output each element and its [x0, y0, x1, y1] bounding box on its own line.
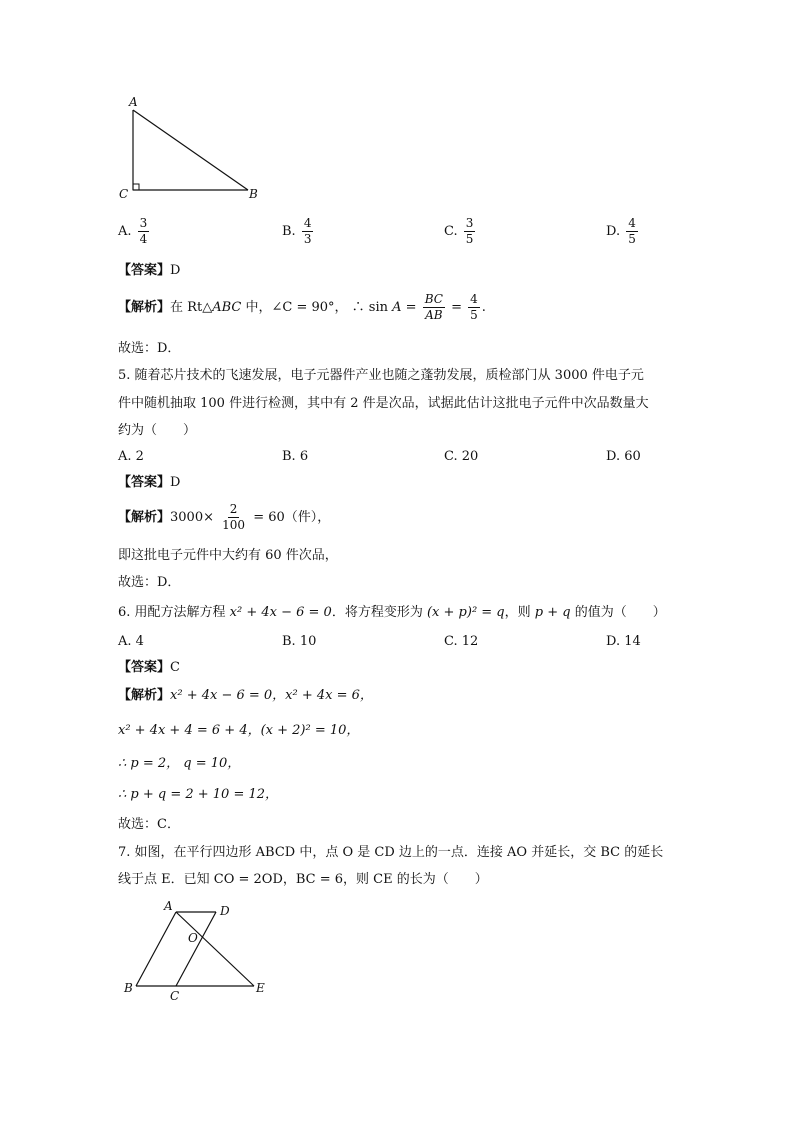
q5-option-d: D. 60	[606, 449, 641, 464]
figure-right-triangle	[118, 94, 268, 204]
fraction-2-100	[220, 502, 247, 533]
denominator: 5	[465, 232, 474, 246]
triangle-symbol: △	[202, 300, 213, 315]
analysis-tag: 【解析】	[118, 688, 171, 703]
q6-conclusion: 故选：C．	[118, 817, 180, 832]
denominator: 4	[139, 232, 148, 246]
angle-a: A	[392, 300, 402, 315]
option-label: D.	[606, 224, 621, 239]
label-c: C	[170, 989, 180, 1003]
label-a: A	[129, 95, 138, 109]
step-text: x² + 4x − 6 = 0，x² + 4x = 6，	[170, 688, 373, 703]
q4-option-a	[118, 214, 151, 250]
side-ab	[136, 912, 176, 986]
denominator: 5	[628, 232, 636, 246]
numerator: BC	[424, 292, 443, 306]
fraction-bc-ab	[423, 292, 445, 323]
q5-analysis	[118, 500, 330, 536]
q4-option-d	[606, 214, 640, 250]
option-label: A.	[118, 224, 132, 239]
q5-stem-line1: 5. 随着芯片技术的飞速发展，电子元器件产业也随之蓬勃发展，质检部门从 3000 件电子元	[118, 368, 644, 383]
option-label: B.	[282, 224, 296, 239]
q6-option-b: B. 10	[282, 634, 317, 649]
fraction-4-5	[468, 292, 480, 323]
answer-tag: 【答案】	[118, 263, 171, 278]
fraction	[302, 216, 314, 247]
q6-stem	[118, 604, 666, 622]
q6-step2: x² + 4x + 4 = 6 + 4，(x + 2)² = 10，	[118, 723, 360, 738]
numerator: 4	[470, 292, 478, 306]
q5-option-a: A. 2	[118, 449, 144, 464]
q5-conclusion: 故选：D．	[118, 575, 181, 590]
calc-text: = 60（件），	[253, 510, 331, 525]
stem-text: 6. 用配方法解方程	[118, 605, 230, 620]
answer-value: C	[170, 660, 180, 675]
analysis-tag: 【解析】	[118, 510, 171, 525]
calc-text: 3000×	[170, 510, 214, 525]
fraction	[138, 216, 150, 247]
q6-option-a: A. 4	[118, 634, 144, 649]
label-c: C	[119, 187, 129, 201]
q7-stem-line1: 7. 如图，在平行四边形 ABCD 中，点 O 是 CD 边上的一点．连接 AO 并延长，交 BC 的延长	[118, 845, 664, 860]
option-label: C.	[444, 224, 458, 239]
label-e: E	[256, 981, 265, 995]
answer-tag: 【答案】	[118, 475, 171, 490]
numerator: 3	[139, 216, 148, 230]
answer-value: D	[170, 475, 181, 490]
denominator: AB	[425, 308, 443, 322]
fraction	[626, 216, 638, 247]
q6-option-d: D. 14	[606, 634, 641, 649]
label-a: A	[164, 899, 173, 913]
stem-text: ．将方程变形为	[331, 605, 427, 620]
q7-stem-line2: 线于点 E．已知 CO = 2OD，BC = 6，则 CE 的长为（ ）	[118, 872, 488, 887]
q6-option-c: C. 12	[444, 634, 479, 649]
fraction	[464, 216, 476, 247]
equation: (x + p)² = q	[426, 605, 505, 620]
q4-analysis	[118, 290, 486, 326]
triangle-name: ABC	[212, 300, 242, 315]
rt-symbol: Rt	[187, 300, 203, 315]
stem-text: ，则	[504, 605, 535, 620]
q4-option-b	[282, 214, 315, 250]
numerator: 3	[465, 216, 474, 230]
analysis-text: 中，	[245, 300, 272, 315]
label-d: D	[220, 904, 230, 918]
angle-condition: ∠C = 90°，	[271, 300, 348, 315]
q5-option-c: C. 20	[444, 449, 479, 464]
q6-step1	[118, 687, 373, 705]
therefore-sin: ∴ sin	[351, 300, 393, 315]
label-o: O	[188, 931, 198, 945]
numerator: 4	[303, 216, 312, 230]
q4-conclusion: 故选：D．	[118, 341, 181, 356]
denominator: 3	[303, 232, 312, 246]
q6-step4: ∴ p + q = 2 + 10 = 12，	[118, 787, 279, 802]
q6-step3: ∴ p = 2， q = 10，	[118, 756, 241, 771]
q5-answer	[118, 474, 180, 492]
label-b: B	[249, 187, 258, 201]
q5-explanation: 即这批电子元件中大约有 60 件次品，	[118, 548, 338, 563]
side-dc	[176, 912, 216, 986]
q6-answer	[118, 659, 180, 677]
q4-option-c	[444, 214, 477, 250]
answer-tag: 【答案】	[118, 660, 171, 675]
analysis-text: 在	[170, 300, 184, 315]
period: .	[481, 300, 486, 315]
right-angle-mark	[133, 184, 139, 190]
numerator: 2	[229, 502, 238, 516]
side-ab	[133, 110, 248, 190]
numerator: 4	[628, 216, 636, 230]
denominator: 100	[222, 518, 246, 532]
q4-answer	[118, 262, 180, 280]
answer-value: D	[170, 263, 181, 278]
equals: =	[401, 300, 421, 315]
figure-parallelogram	[118, 898, 278, 1008]
q5-stem-line3: 约为（ ）	[118, 423, 197, 438]
q5-stem-line2: 件中随机抽取 100 件进行检测，其中有 2 件是次品，试据此估计这批电子元件中次品数量大	[118, 396, 649, 411]
analysis-tag: 【解析】	[118, 300, 171, 315]
q5-option-b: B. 6	[282, 449, 309, 464]
denominator: 5	[470, 308, 478, 322]
equation: p + q	[534, 605, 571, 620]
label-b: B	[124, 981, 133, 995]
line-ae	[176, 912, 254, 986]
stem-text: 的值为（ ）	[570, 605, 666, 620]
equation: x² + 4x − 6 = 0	[229, 605, 332, 620]
equals: =	[451, 300, 467, 315]
